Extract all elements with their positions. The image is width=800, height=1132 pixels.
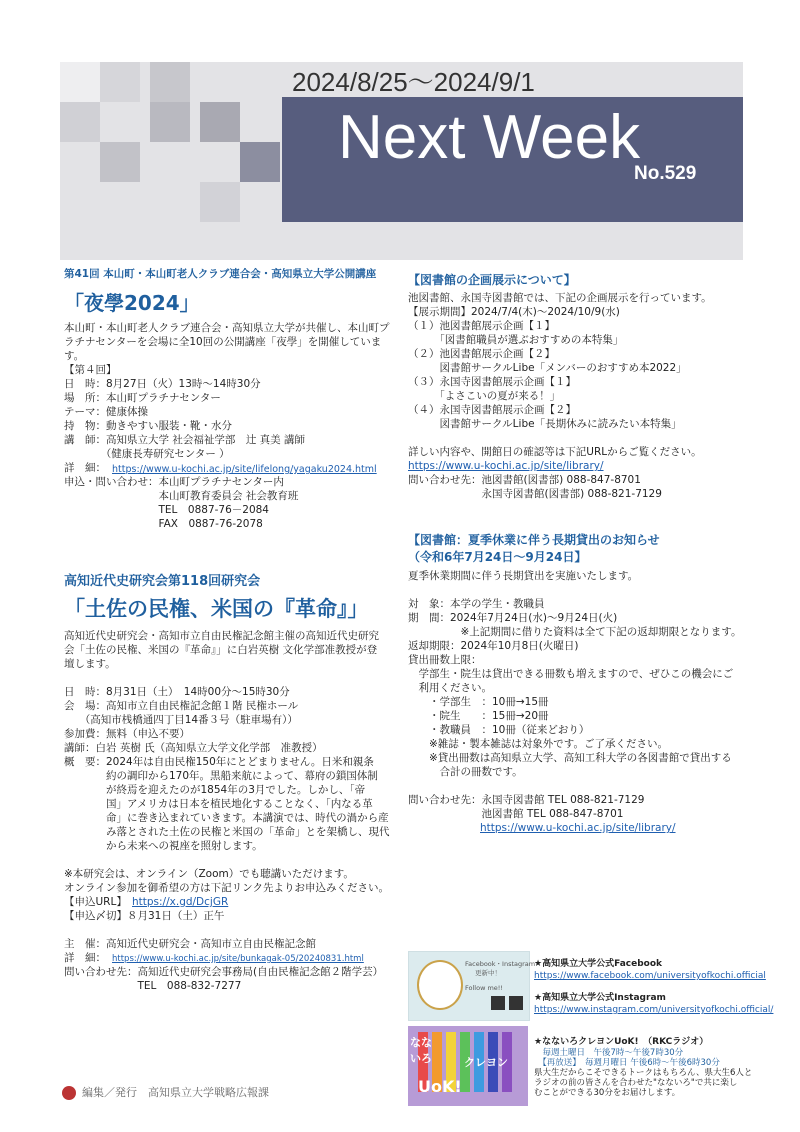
- loan-line: 期 間：2024年7月24日(水)～9月24日(火): [408, 612, 618, 624]
- yagaku-title: 「夜學2024」: [64, 291, 200, 315]
- yagaku-line: 持 物：動きやすい服装・靴・水分: [64, 420, 232, 432]
- yagaku-contact: FAX 0887-76-2078: [64, 518, 263, 530]
- kindai-line: （高知市桟橋通四丁目14番３号（駐車場有））: [64, 714, 298, 726]
- header-square: [150, 102, 190, 142]
- kindai-line: ※本研究会は、オンライン（Zoom）でも聴講いただけます。: [64, 868, 354, 880]
- yagaku-line: 本山町・本山町老人クラブ連合会・高知県立大学が共催し、本山町プ: [64, 322, 390, 334]
- kindai-title: 「土佐の民権、米国の『革命』」: [64, 597, 369, 621]
- loan-line: ※雑誌・製本雑誌は対象外です。ご了承ください。: [408, 738, 668, 750]
- mascot-icon: [417, 960, 463, 1010]
- radio-line: 【再放送】 毎週月曜日 午後6時～午後6時30分: [534, 1058, 720, 1068]
- loan-line: ・院生 ：15冊→20冊: [408, 710, 549, 722]
- kindai-line: 講師：白岩 英樹 氏（高知県立大学文化学部 准教授）: [64, 742, 323, 754]
- exhibit-line: （２）池図書館展示企画【２】: [408, 348, 555, 360]
- header-square: [60, 102, 100, 142]
- yagaku-contact: TEL 0887-76－2084: [64, 504, 269, 516]
- kindai-line: オンライン参加を御希望の方は下記リンク先よりお申込みください。: [64, 882, 389, 894]
- kindai-url-label: 【申込URL】: [64, 896, 127, 908]
- loan-line: 返却期限：2024年10月8日(火曜日): [408, 640, 579, 652]
- kindai-contact: TEL 088-832-7277: [64, 980, 242, 992]
- date-range: 2024/8/25～2024/9/1: [292, 67, 535, 97]
- kindai-line: 日 時：8月31日（土） 14時00分～15時30分: [64, 686, 290, 698]
- loan-line: 対 象：本学の学生・教職員: [408, 598, 545, 610]
- qr-code-icon: [509, 996, 523, 1010]
- yagaku-line: ラチナセンターを会場に全10回の公開講座「夜學」を開催していま: [64, 336, 382, 348]
- header-square: [60, 62, 100, 102]
- yagaku-line: 場 所：本山町プラチナセンター: [64, 392, 221, 404]
- yagaku-line: 日 時：8月27日（火）13時～14時30分: [64, 378, 261, 390]
- yagaku-subtitle: 第41回 本山町・本山町老人クラブ連合会・高知県立大学公開講座: [64, 268, 377, 280]
- radio-line: 毎週土曜日 午後7時～午後7時30分: [534, 1048, 684, 1058]
- exhibit-title: 【図書館の企画展示について】: [408, 273, 576, 287]
- header-band: [282, 97, 332, 222]
- kindai-detail-label: 詳 細：: [64, 952, 106, 964]
- kindai-line: 会「土佐の民権、米国の『革命』」に白岩英樹 文化学部准教授が登: [64, 644, 378, 656]
- kindai-deadline: 【申込〆切】８月31日（土）正午: [64, 910, 225, 922]
- kindai-line: 参加費：無料（申込不要）: [64, 728, 190, 740]
- radio-banner-text: クレヨン: [464, 1056, 508, 1069]
- kindai-line: 壇します。: [64, 658, 116, 670]
- university-logo-icon: [62, 1086, 76, 1100]
- header-square: [200, 102, 240, 142]
- radio-banner-image: [408, 1026, 528, 1106]
- header-square: [100, 62, 140, 102]
- exhibit-line: （４）永国寺図書館展示企画【２】: [408, 404, 576, 416]
- yagaku-line: す。: [64, 350, 85, 362]
- kindai-contact: 問い合わせ先：高知近代史研究会事務局(自由民権記念館２階学芸）: [64, 966, 384, 978]
- loan-line: ・教職員 ：10冊（従来どおり）: [408, 724, 590, 736]
- radio-line: ラジオの前の皆さんを合わせた"なないろ"で共に楽し: [534, 1078, 738, 1088]
- social-banner-image: [408, 951, 536, 1021]
- qr-code-icon: [491, 996, 505, 1010]
- facebook-title: ★高知県立大学公式Facebook: [534, 959, 662, 969]
- loan-line: 利用ください。: [408, 682, 492, 694]
- radio-line: むことができる30分をお届けします。: [534, 1088, 681, 1098]
- radio-banner-text: UoK!: [418, 1077, 462, 1096]
- yagaku-line: 【第４回】: [64, 364, 117, 376]
- exhibit-line: 詳しい内容や、開館日の確認等は下記URLからご覧ください。: [408, 446, 702, 458]
- kindai-line: 高知近代史研究会・高知市立自由民権記念館主催の高知近代史研究: [64, 630, 379, 642]
- radio-banner-text: いろ: [410, 1052, 432, 1065]
- instagram-link[interactable]: https://www.instagram.com/universityofkochi.official/: [534, 1005, 774, 1015]
- kindai-line: から未来への視座を照射します。: [64, 840, 263, 852]
- banner-text: 更新中！: [475, 969, 501, 977]
- exhibit-library-link[interactable]: https://www.u-kochi.ac.jp/site/library/: [408, 460, 604, 472]
- yagaku-line: テーマ：健康体操: [64, 406, 148, 418]
- exhibit-line: 図書館サークルLibe「メンバーのおすすめ本2022」: [408, 362, 687, 374]
- radio-title: ★なないろクレヨンUoK! （RKCラジオ）: [534, 1037, 709, 1047]
- kindai-line: 国」アメリカは日本を植民地化することなく、「内なる革: [64, 798, 373, 810]
- loan-line: ※上記期間に借りた資料は全て下記の返却期限となります。: [408, 626, 742, 638]
- loan-library-link[interactable]: https://www.u-kochi.ac.jp/site/library/: [480, 822, 676, 834]
- facebook-link[interactable]: https://www.facebook.com/universityofkochi.official: [534, 971, 766, 981]
- exhibit-contact: 問い合わせ先：池図書館(図書部) 088-847-8701: [408, 474, 641, 486]
- kindai-subtitle: 高知近代史研究会第118回研究会: [64, 574, 261, 589]
- header-square: [150, 62, 190, 102]
- yagaku-contact: 申込・問い合わせ：本山町プラチナセンター内: [64, 476, 284, 488]
- kindai-line: み落とされた土佐の民権と米国の「革命」とを架橋し、現代: [64, 826, 390, 838]
- loan-line: ※貸出冊数は高知県立大学、高知工科大学の各図書館で貸出する: [408, 752, 732, 764]
- yagaku-line: （健康長寿研究センター ）: [64, 448, 230, 460]
- loan-line: 夏季休業期間に伴う長期貸出を実施いたします。: [408, 570, 639, 582]
- kindai-line: 約の調印から170年。黒船来航によって、幕府の鎖国体制: [64, 770, 378, 782]
- radio-banner-text: なな: [410, 1036, 432, 1049]
- issue-number: No.529: [634, 163, 697, 184]
- kindai-url-link[interactable]: https://x.gd/DcjGR: [132, 896, 229, 908]
- loan-title: 【図書館：夏季休業に伴う長期貸出のお知らせ: [408, 533, 660, 547]
- exhibit-line: 図書館サークルLibe「長期休みに読みたい本特集」: [408, 418, 682, 430]
- page-title: Next Week: [338, 103, 641, 172]
- loan-title-2: （令和6年7月24日～9月24日】: [408, 550, 587, 564]
- yagaku-detail-label: 詳 細：: [64, 462, 106, 474]
- banner-text: Follow me!!: [465, 984, 503, 992]
- header-square: [200, 182, 240, 222]
- loan-line: ・学部生 ：10冊→15冊: [408, 696, 549, 708]
- exhibit-line: （３）永国寺図書館展示企画【１】: [408, 376, 576, 388]
- loan-line: 池図書館 TEL 088-847-8701: [408, 808, 624, 820]
- yagaku-detail-link[interactable]: https://www.u-kochi.ac.jp/site/lifelong/yagaku2024.html: [112, 464, 377, 475]
- banner-text: Facebook・Instagram: [465, 960, 536, 968]
- kindai-line: 会 場：高知市立自由民権記念館１階 民権ホール: [64, 700, 299, 712]
- loan-line: 貸出冊数上限：: [408, 654, 482, 666]
- kindai-line: 概 要：2024年は自由民権150年にとどまりません。日米和親条: [64, 756, 374, 768]
- exhibit-line: 「よさこいの夏が来る！」: [408, 390, 561, 402]
- yagaku-line: 講 師：高知県立大学 社会福祉学部 辻 真美 講師: [64, 434, 306, 446]
- exhibit-line: 【展示期間】2024/7/4(木)～2024/10/9(水): [408, 306, 620, 318]
- exhibit-line: 「図書館職員が選ぶおすすめの本特集」: [408, 334, 624, 346]
- yagaku-contact: 本山町教育委員会 社会教育班: [64, 490, 299, 502]
- loan-line: 問い合わせ先：永国寺図書館 TEL 088-821-7129: [408, 794, 645, 806]
- radio-line: 県大生だからこそできるトークはもちろん、県大生6人と: [534, 1068, 753, 1078]
- exhibit-line: 池図書館、永国寺図書館では、下記の企画展示を行っています。: [408, 292, 712, 304]
- exhibit-contact: 永国寺図書館(図書部) 088-821-7129: [408, 488, 662, 500]
- loan-line: 合計の冊数です。: [408, 766, 523, 778]
- kindai-line: が終焉を迎えたのが1854年の3月でした。しかし、「帝: [64, 784, 366, 796]
- instagram-title: ★高知県立大学公式Instagram: [534, 993, 666, 1003]
- kindai-detail-link[interactable]: https://www.u-kochi.ac.jp/site/bunkagak-05/20240831.html: [112, 954, 364, 964]
- kindai-line: 命」に巻き込まれていきます。本講演では、時代の渦から産: [64, 812, 389, 824]
- kindai-organizer: 主 催：高知近代史研究会・高知市立自由民権記念館: [64, 938, 316, 950]
- footer-editor: 編集／発行 高知県立大学戦略広報課: [82, 1086, 269, 1099]
- header-square: [100, 142, 140, 182]
- header-square: [240, 142, 280, 182]
- loan-line: 学部生・院生は貸出できる冊数も増えますので、ぜひこの機会にご: [408, 668, 734, 680]
- exhibit-line: （１）池図書館展示企画【１】: [408, 320, 555, 332]
